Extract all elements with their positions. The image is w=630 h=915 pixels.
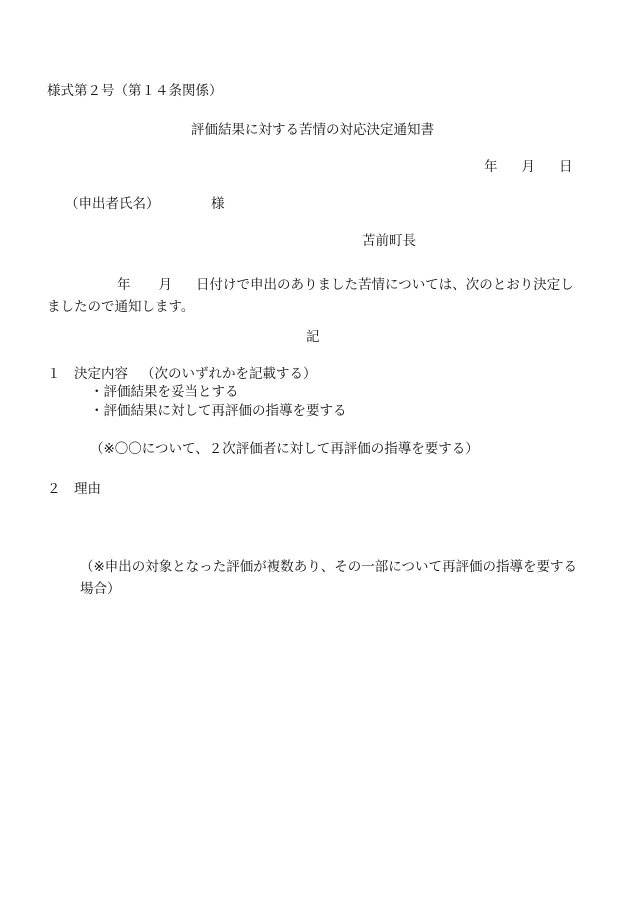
section1-instruction: （次のいずれかを記載する） (141, 366, 317, 382)
date-day: 日 (559, 159, 573, 175)
section2-note: （※申出の対象となった評価が複数あり、その一部について再評価の指導を要する場合） (80, 559, 578, 597)
form-number: 様式第２号（第１４条関係） (47, 83, 223, 99)
body-text: 日付けで申出のありました苦情については、次のとおり決定しましたので通知します。 (47, 277, 574, 315)
body-month: 月 (158, 277, 172, 293)
recipient-label: （申出者氏名） (65, 196, 160, 212)
date-line (484, 161, 573, 175)
document-title: 評価結果に対する苦情の対応決定通知書 (191, 122, 434, 138)
option-item: ・評価結果に対して再評価の指導を要する (90, 403, 347, 419)
option-item: ・評価結果を妥当とする (90, 384, 239, 400)
section1-example: （※〇〇について、２次評価者に対して再評価の指導を要する） (90, 441, 479, 457)
ki-heading: 記 (306, 329, 320, 345)
body-paragraph (47, 274, 582, 318)
section1-number: １ (47, 366, 61, 382)
date-year: 年 (484, 159, 498, 175)
recipient-honorific: 様 (211, 196, 225, 212)
section2-heading: 理由 (74, 481, 101, 497)
section1-heading: 決定内容 (74, 366, 128, 382)
body-year: 年 (117, 277, 131, 293)
date-month: 月 (521, 159, 535, 175)
section2-number: ２ (47, 481, 61, 497)
issuer-name: 苫前町長 (362, 233, 416, 249)
